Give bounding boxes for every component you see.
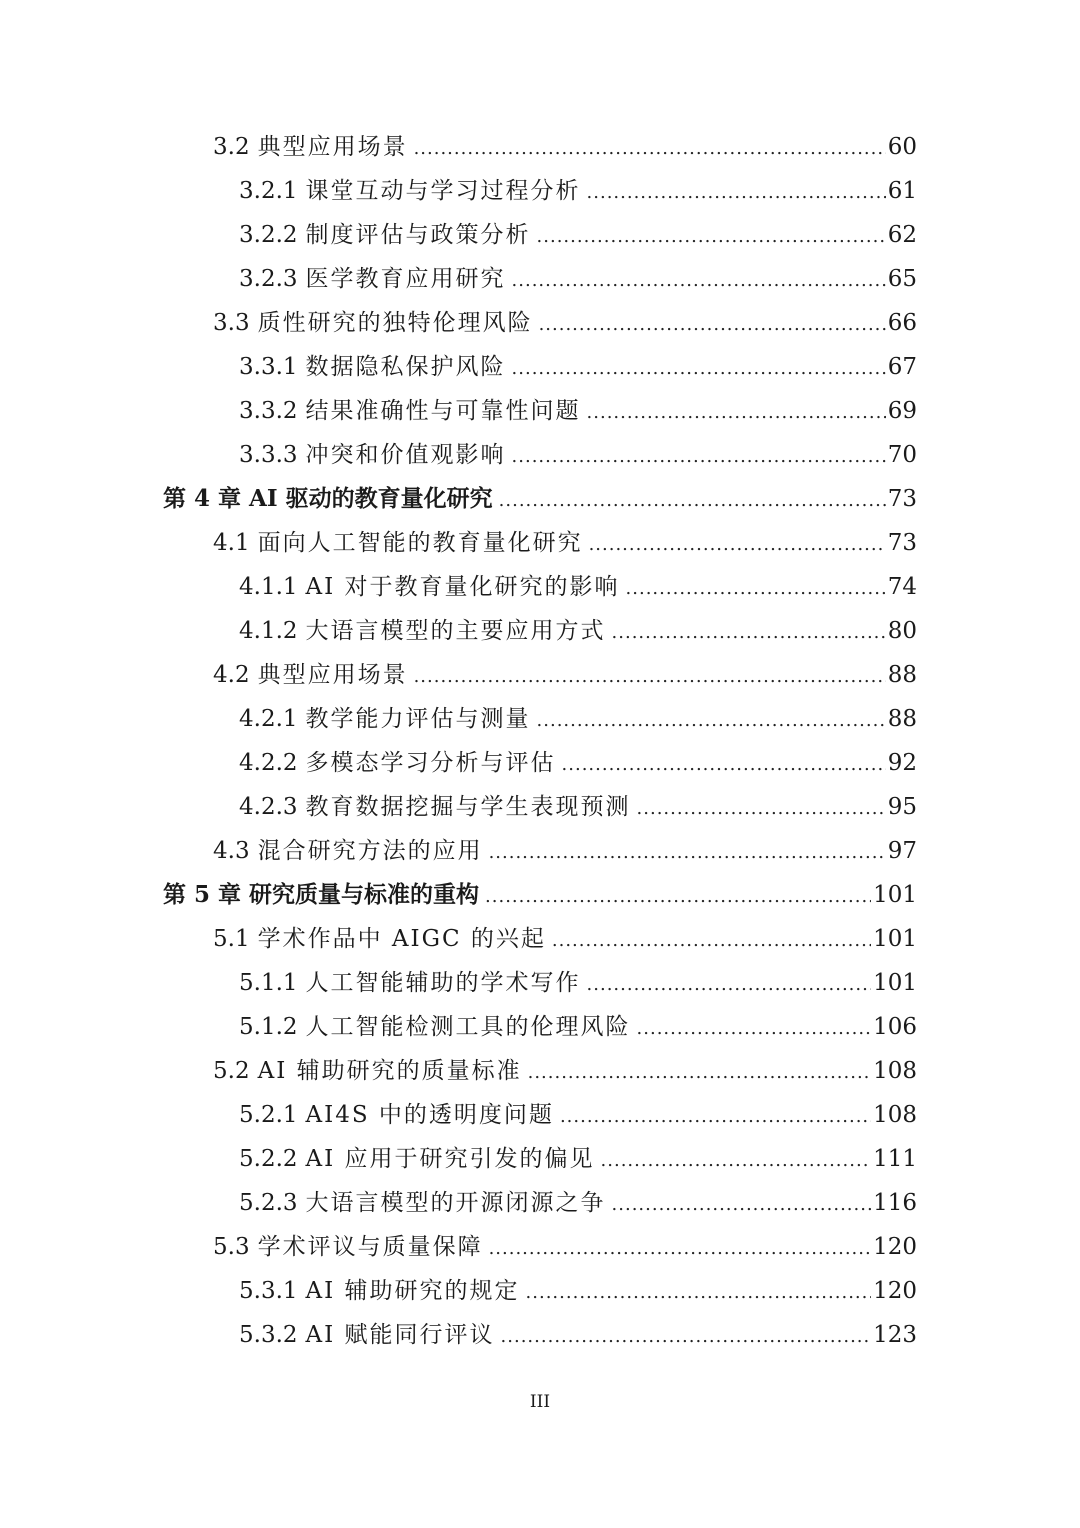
toc-subsection-entry[interactable] [0, 565, 1080, 609]
toc-entry-title [213, 521, 583, 565]
toc-dot-leader [612, 611, 886, 655]
toc-dot-leader [526, 1271, 872, 1315]
toc-dot-leader [414, 655, 886, 699]
toc-page-number: 70 [887, 442, 917, 468]
toc-section-entry[interactable] [0, 521, 1080, 565]
toc-dot-leader [552, 919, 871, 963]
toc-dot-leader [562, 743, 886, 787]
toc-entry-number: 3.2.1 [239, 178, 298, 204]
toc-page-number: 67 [887, 354, 917, 380]
toc-entry-text: AI 赋能同行评议 [305, 1322, 495, 1348]
toc-entry-text: 典型应用场景 [257, 662, 408, 688]
toc-entry-text: 教学能力评估与测量 [305, 706, 531, 732]
toc-dot-leader [612, 1183, 872, 1227]
toc-page-number: 120 [873, 1234, 917, 1260]
toc-section-entry[interactable] [0, 125, 1080, 169]
toc-subsection-entry[interactable] [0, 257, 1080, 301]
toc-chapter-entry[interactable] [0, 873, 1080, 917]
toc-subsection-entry[interactable] [0, 1093, 1080, 1137]
toc-page-number: 92 [887, 750, 917, 776]
toc-entry-text: 数据隐私保护风险 [305, 354, 506, 380]
toc-subsection-entry[interactable] [0, 1181, 1080, 1225]
toc-entry-title [239, 213, 531, 257]
toc-entry-text: 大语言模型的开源闭源之争 [305, 1190, 606, 1216]
toc-entry-number: 4.1.2 [239, 618, 298, 644]
table-of-contents [0, 125, 1080, 1357]
toc-dot-leader [485, 875, 871, 919]
toc-entry-title [239, 961, 581, 1005]
toc-entry-text: AI 辅助研究的规定 [305, 1278, 520, 1304]
toc-page-number: 66 [887, 310, 917, 336]
toc-dot-leader [489, 1227, 872, 1271]
toc-subsection-entry[interactable] [0, 345, 1080, 389]
toc-page-number: 108 [873, 1058, 917, 1084]
toc-entry-number: 4.3 [213, 838, 250, 864]
toc-entry-text: 学术作品中 AIGC 的兴起 [257, 926, 546, 952]
toc-subsection-entry[interactable] [0, 697, 1080, 741]
toc-entry-title [213, 301, 533, 345]
toc-entry-text: 课堂互动与学习过程分析 [305, 178, 581, 204]
toc-entry-title [213, 653, 408, 697]
toc-entry-text: 教育数据挖掘与学生表现预测 [305, 794, 631, 820]
toc-entry-number: 3.2.2 [239, 222, 298, 248]
toc-dot-leader [528, 1051, 872, 1095]
toc-entry-text: 冲突和价值观影响 [305, 442, 506, 468]
toc-page-number: 120 [873, 1278, 917, 1304]
toc-entry-number: 5.2.3 [239, 1190, 298, 1216]
toc-entry-title [239, 1269, 520, 1313]
toc-entry-number: 3.3 [213, 310, 250, 336]
toc-entry-number: 4.2.3 [239, 794, 298, 820]
toc-entry-title [163, 873, 479, 917]
toc-dot-leader [589, 523, 886, 567]
toc-page-number: 101 [873, 970, 917, 996]
toc-entry-text: 多模态学习分析与评估 [305, 750, 556, 776]
toc-entry-number: 4.2 [213, 662, 250, 688]
toc-page-number: 73 [887, 530, 917, 556]
toc-page-number: 108 [873, 1102, 917, 1128]
toc-entry-text: AI4S 中的透明度问题 [305, 1102, 554, 1128]
toc-entry-number: 5.3.1 [239, 1278, 298, 1304]
toc-entry-text: AI 辅助研究的质量标准 [257, 1058, 522, 1084]
toc-page-number: 116 [873, 1190, 917, 1216]
toc-page-number: 69 [887, 398, 917, 424]
toc-entry-title [163, 477, 493, 521]
toc-subsection-entry[interactable] [0, 1269, 1080, 1313]
toc-dot-leader [637, 787, 886, 831]
toc-entry-title [213, 125, 408, 169]
toc-page-number: 61 [887, 178, 917, 204]
toc-dot-leader [501, 1315, 872, 1359]
toc-entry-number: 3.2 [213, 134, 250, 160]
toc-page-number: 88 [887, 662, 917, 688]
toc-page-number: 123 [873, 1322, 917, 1348]
toc-entry-text: 制度评估与政策分析 [305, 222, 531, 248]
toc-entry-title [239, 257, 506, 301]
toc-entry-number: 5.2.2 [239, 1146, 298, 1172]
toc-entry-number: 第 5 章 [163, 881, 242, 908]
toc-entry-number: 3.2.3 [239, 266, 298, 292]
toc-entry-title [239, 169, 581, 213]
toc-entry-number: 4.2.1 [239, 706, 298, 732]
toc-entry-title [239, 389, 581, 433]
toc-entry-text: 学术评议与质量保障 [257, 1234, 483, 1260]
toc-dot-leader [587, 391, 886, 435]
toc-page-number: 62 [887, 222, 917, 248]
toc-dot-leader [560, 1095, 871, 1139]
toc-entry-title [239, 1005, 631, 1049]
toc-entry-number: 5.1.2 [239, 1014, 298, 1040]
toc-page-number: 101 [873, 882, 917, 908]
toc-entry-title [239, 741, 556, 785]
toc-entry-title [213, 1049, 522, 1093]
toc-dot-leader [489, 831, 886, 875]
toc-section-entry[interactable] [0, 1225, 1080, 1269]
toc-entry-title [213, 917, 546, 961]
toc-entry-title [239, 609, 606, 653]
toc-subsection-entry[interactable] [0, 961, 1080, 1005]
toc-entry-number: 5.1.1 [239, 970, 298, 996]
toc-entry-text: 人工智能检测工具的伦理风险 [305, 1014, 631, 1040]
toc-entry-text: 结果准确性与可靠性问题 [305, 398, 581, 424]
toc-dot-leader [414, 127, 886, 171]
toc-dot-leader [512, 347, 886, 391]
toc-entry-title [213, 1225, 483, 1269]
toc-section-entry[interactable] [0, 829, 1080, 873]
toc-subsection-entry[interactable] [0, 433, 1080, 477]
toc-entry-text: AI 驱动的教育量化研究 [249, 485, 493, 512]
toc-dot-leader [512, 435, 886, 479]
toc-chapter-entry[interactable] [0, 477, 1080, 521]
toc-entry-text: 医学教育应用研究 [305, 266, 506, 292]
toc-entry-number: 3.3.1 [239, 354, 298, 380]
toc-entry-title [239, 345, 506, 389]
toc-entry-text: 研究质量与标准的重构 [249, 881, 480, 908]
toc-dot-leader [601, 1139, 872, 1183]
toc-section-entry[interactable] [0, 917, 1080, 961]
toc-entry-number: 5.3.2 [239, 1322, 298, 1348]
toc-entry-number: 第 4 章 [163, 485, 242, 512]
toc-dot-leader [537, 699, 886, 743]
toc-entry-title [239, 1181, 606, 1225]
toc-entry-number: 5.2 [213, 1058, 250, 1084]
toc-section-entry[interactable] [0, 1049, 1080, 1093]
toc-entry-number: 4.2.2 [239, 750, 298, 776]
toc-entry-number: 3.3.3 [239, 442, 298, 468]
toc-subsection-entry[interactable] [0, 741, 1080, 785]
toc-entry-title [213, 829, 483, 873]
toc-entry-title [239, 1093, 554, 1137]
toc-entry-title [239, 785, 631, 829]
toc-entry-number: 4.1 [213, 530, 250, 556]
toc-entry-number: 3.3.2 [239, 398, 298, 424]
toc-dot-leader [537, 215, 886, 259]
toc-dot-leader [499, 479, 886, 523]
toc-page-number: 80 [887, 618, 917, 644]
toc-section-entry[interactable] [0, 653, 1080, 697]
toc-subsection-entry[interactable] [0, 785, 1080, 829]
toc-entry-number: 5.1 [213, 926, 250, 952]
toc-entry-title [239, 697, 531, 741]
page-number: III [529, 1392, 551, 1412]
toc-entry-text: AI 对于教育量化研究的影响 [305, 574, 620, 600]
toc-entry-number: 4.1.1 [239, 574, 298, 600]
toc-subsection-entry[interactable] [0, 609, 1080, 653]
toc-page-number: 65 [887, 266, 917, 292]
toc-page-number: 73 [887, 486, 917, 512]
toc-entry-text: 面向人工智能的教育量化研究 [257, 530, 583, 556]
toc-subsection-entry[interactable] [0, 213, 1080, 257]
toc-subsection-entry[interactable] [0, 389, 1080, 433]
toc-entry-title [239, 1137, 595, 1181]
toc-dot-leader [587, 171, 886, 215]
toc-page-number: 101 [873, 926, 917, 952]
toc-subsection-entry[interactable] [0, 1005, 1080, 1049]
toc-entry-text: 混合研究方法的应用 [257, 838, 483, 864]
toc-page-number: 111 [873, 1146, 917, 1172]
toc-page-number: 106 [873, 1014, 917, 1040]
toc-entry-text: AI 应用于研究引发的偏见 [305, 1146, 595, 1172]
toc-subsection-entry[interactable] [0, 1137, 1080, 1181]
toc-entry-number: 5.2.1 [239, 1102, 298, 1128]
toc-entry-text: 典型应用场景 [257, 134, 408, 160]
toc-page-number: 95 [887, 794, 917, 820]
toc-entry-text: 质性研究的独特伦理风险 [257, 310, 533, 336]
toc-dot-leader [637, 1007, 872, 1051]
toc-entry-title [239, 1313, 495, 1357]
toc-dot-leader [587, 963, 872, 1007]
toc-page-number: 97 [887, 838, 917, 864]
toc-entry-title [239, 565, 620, 609]
toc-subsection-entry[interactable] [0, 1313, 1080, 1357]
toc-entry-text: 大语言模型的主要应用方式 [305, 618, 606, 644]
toc-dot-leader [512, 259, 886, 303]
toc-subsection-entry[interactable] [0, 169, 1080, 213]
toc-page-number: 60 [887, 134, 917, 160]
toc-entry-text: 人工智能辅助的学术写作 [305, 970, 581, 996]
toc-entry-number: 5.3 [213, 1234, 250, 1260]
toc-section-entry[interactable] [0, 301, 1080, 345]
toc-page-number: 88 [887, 706, 917, 732]
toc-dot-leader [539, 303, 886, 347]
toc-dot-leader [626, 567, 886, 611]
toc-entry-title [239, 433, 506, 477]
toc-page-number: 74 [887, 574, 917, 600]
